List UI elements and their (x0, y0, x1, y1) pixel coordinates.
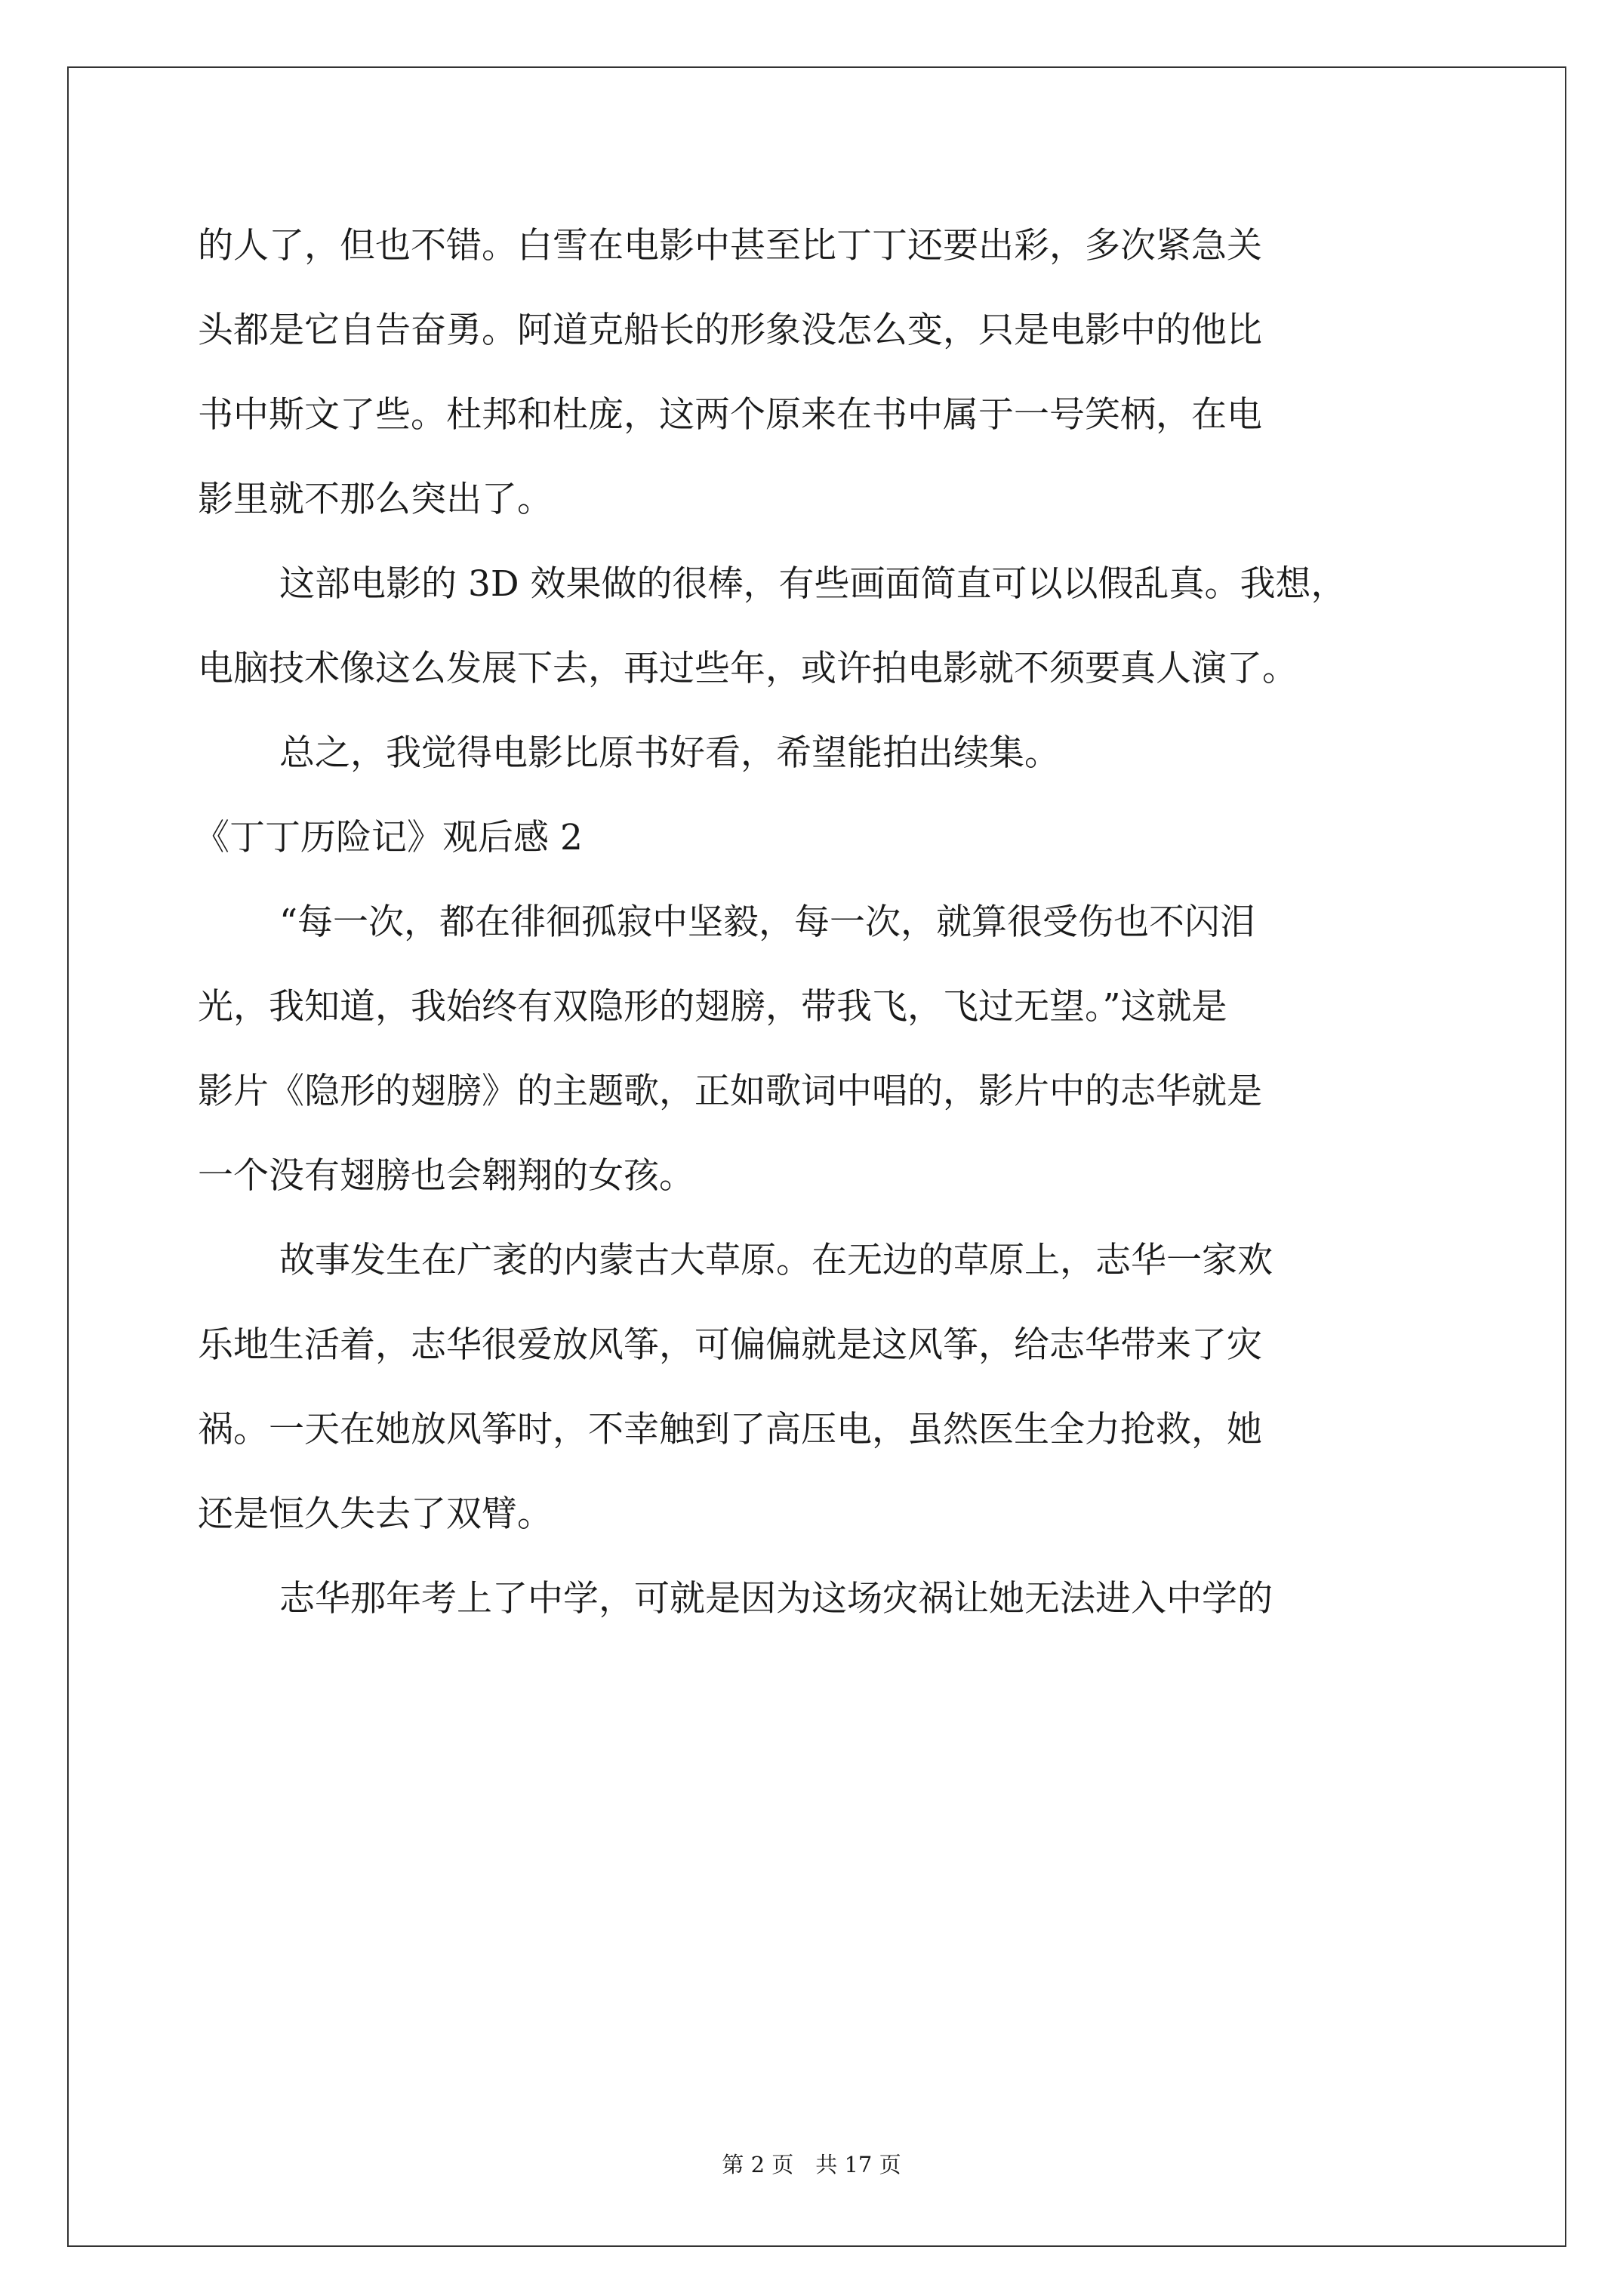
paragraph-start-line: 志华那年考上了中学，可就是因为这场灾祸让她无法进入中学的 (279, 1578, 1273, 1620)
text-line: 乐地生活着，志华很爱放风筝，可偏偏就是这风筝，给志华带来了灾 (198, 1324, 1262, 1366)
text-line: 影里就不那么突出了。 (198, 479, 553, 520)
text-line: 光，我知道，我始终有双隐形的翅膀，带我飞，飞过无望。”这就是 (198, 986, 1227, 1028)
text-line: 影片《隐形的翅膀》的主题歌，正如歌词中唱的，影片中的志华就是 (198, 1071, 1262, 1112)
text-line: 一个没有翅膀也会翱翔的女孩。 (198, 1155, 694, 1197)
paragraph-start-line: “每一次，都在徘徊孤寂中坚毅，每一次，就算很受伤也不闪泪 (279, 901, 1256, 943)
page-number-footer: 第 2 页 共 17 页 (722, 2152, 901, 2177)
paragraph-start-line: 这部电影的 3D 效果做的很棒，有些画面简直可以以假乱真。我想， (279, 563, 1347, 605)
text-line: 的人了，但也不错。白雪在电影中甚至比丁丁还要出彩，多次紧急关 (198, 225, 1262, 267)
section-heading: 《丁丁历险记》观后感 2 (194, 817, 583, 858)
text-line: 电脑技术像这么发展下去，再过些年，或许拍电影就不须要真人演了。 (198, 648, 1298, 689)
text-line: 头都是它自告奋勇。阿道克船长的形象没怎么变，只是电影中的他比 (198, 310, 1262, 351)
paragraph-start-line: 总之，我觉得电影比原书好看，希望能拍出续集。 (279, 732, 1060, 774)
document-body (194, 204, 1425, 1641)
text-line: 祸。一天在她放风筝时，不幸触到了高压电，虽然医生全力抢救，她 (198, 1409, 1262, 1450)
paragraph-start-line: 故事发生在广袤的内蒙古大草原。在无边的草原上，志华一家欢 (279, 1240, 1273, 1281)
text-line: 还是恒久失去了双臂。 (198, 1493, 553, 1535)
text-line: 书中斯文了些。杜邦和杜庞，这两个原来在书中属于一号笑柄，在电 (198, 394, 1262, 436)
